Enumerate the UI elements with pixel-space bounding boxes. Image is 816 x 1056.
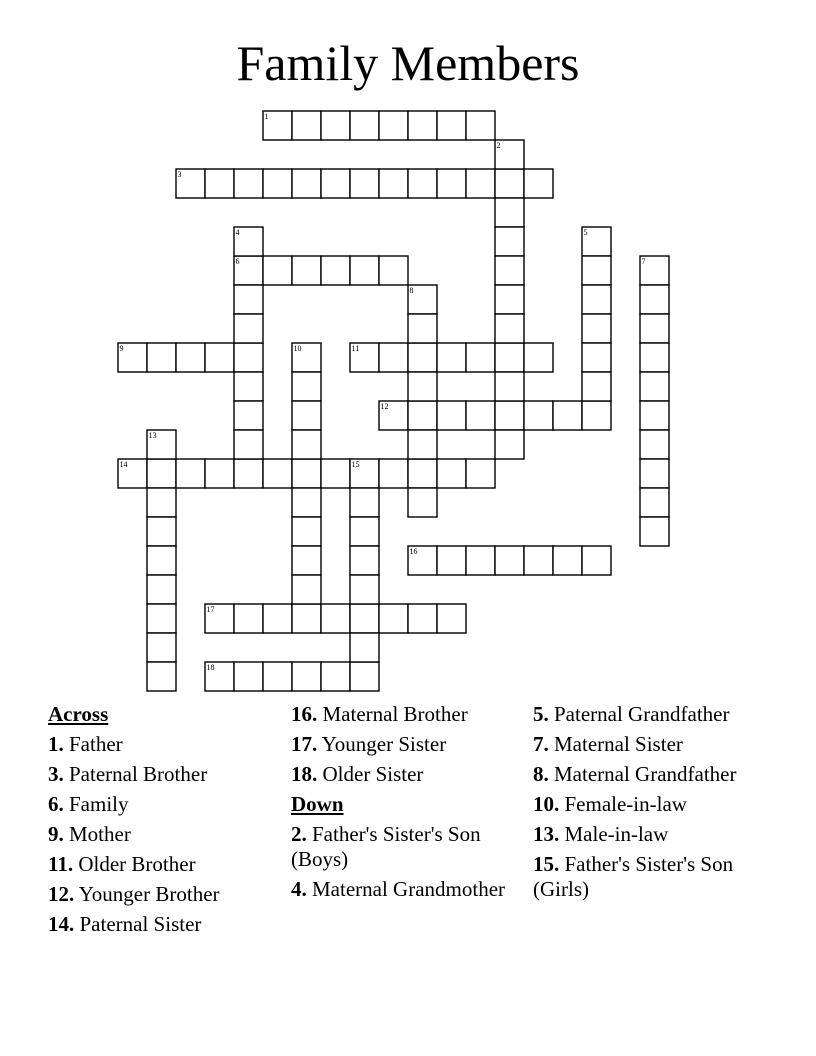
grid-cell[interactable] <box>205 459 234 488</box>
grid-cell[interactable] <box>292 372 321 401</box>
clue-number-15: 15 <box>351 460 360 469</box>
grid-cell[interactable] <box>640 343 669 372</box>
clue-number-18: 18 <box>206 663 215 672</box>
grid-cell[interactable] <box>553 546 582 575</box>
grid-cell[interactable] <box>350 111 379 140</box>
grid-cell[interactable] <box>292 169 321 198</box>
clue-number-10: 10 <box>293 344 302 353</box>
clue-number-4: 4 <box>235 228 240 237</box>
clue-list <box>0 702 816 1032</box>
grid-cell[interactable] <box>379 459 408 488</box>
grid-cell[interactable] <box>466 546 495 575</box>
grid-cell[interactable] <box>176 459 205 488</box>
grid-cell[interactable] <box>292 546 321 575</box>
clue-down-4: 4. Maternal Grandmother <box>291 877 506 901</box>
grid-cell[interactable] <box>466 343 495 372</box>
clue-number-2: 2 <box>496 141 501 150</box>
down-heading: Down <box>291 792 344 816</box>
grid-cell[interactable] <box>147 604 176 633</box>
grid-cell[interactable] <box>321 111 350 140</box>
clue-across-1: 1. Father <box>48 732 123 756</box>
grid-cell[interactable] <box>292 430 321 459</box>
clue-down-10: 10. Female-in-law <box>533 792 687 816</box>
grid-cell[interactable] <box>147 662 176 691</box>
grid-cell[interactable] <box>379 343 408 372</box>
clue-number-6: 6 <box>235 257 240 266</box>
grid-cell[interactable] <box>234 662 263 691</box>
grid-cell[interactable] <box>205 169 234 198</box>
grid-cell[interactable] <box>582 343 611 372</box>
grid-cell[interactable] <box>495 430 524 459</box>
grid-cell[interactable] <box>292 488 321 517</box>
clue-number-11: 11 <box>351 344 360 353</box>
grid-cell[interactable] <box>640 459 669 488</box>
grid-cell[interactable] <box>263 662 292 691</box>
grid-cell[interactable] <box>437 343 466 372</box>
grid-cell[interactable] <box>350 546 379 575</box>
clue-across-3: 3. Paternal Brother <box>48 762 208 786</box>
grid-cell[interactable] <box>234 169 263 198</box>
grid-cell[interactable] <box>147 546 176 575</box>
grid-cell[interactable] <box>495 256 524 285</box>
grid-cell[interactable] <box>292 604 321 633</box>
grid-cell[interactable] <box>147 633 176 662</box>
grid-cell[interactable] <box>147 517 176 546</box>
grid-cell[interactable] <box>263 256 292 285</box>
grid-cell[interactable] <box>524 169 553 198</box>
grid-cell[interactable] <box>379 256 408 285</box>
clue-down-7: 7. Maternal Sister <box>533 732 683 756</box>
clue-number-8: 8 <box>409 286 414 295</box>
grid-cell[interactable] <box>350 488 379 517</box>
clue-across-14: 14. Paternal Sister <box>48 912 202 936</box>
grid-cell[interactable] <box>408 430 437 459</box>
grid-cell[interactable] <box>495 198 524 227</box>
grid-cell[interactable] <box>147 343 176 372</box>
grid-cell[interactable] <box>234 372 263 401</box>
grid-cell[interactable] <box>466 459 495 488</box>
grid-cell[interactable] <box>205 343 234 372</box>
clue-column-3 <box>533 702 769 907</box>
grid-cell[interactable] <box>321 459 350 488</box>
grid-cell[interactable] <box>408 604 437 633</box>
clue-number-14: 14 <box>119 460 128 469</box>
clue-number-17: 17 <box>206 605 215 614</box>
clue-number-3: 3 <box>177 170 182 179</box>
grid-cell[interactable] <box>495 372 524 401</box>
grid-cell[interactable] <box>437 401 466 430</box>
grid-cell[interactable] <box>582 401 611 430</box>
grid-cell[interactable] <box>176 343 205 372</box>
grid-cell[interactable] <box>147 459 176 488</box>
grid-cell[interactable] <box>321 604 350 633</box>
grid-cell[interactable] <box>495 343 524 372</box>
grid-cell[interactable] <box>350 517 379 546</box>
grid-cell[interactable] <box>321 169 350 198</box>
clue-across-17: 17. Younger Sister <box>291 732 447 756</box>
clue-down-15: 15. Father's Sister's Son (Girls) <box>533 852 734 901</box>
grid-cell[interactable] <box>495 314 524 343</box>
grid-cell[interactable] <box>263 169 292 198</box>
grid-cell[interactable] <box>147 488 176 517</box>
grid-cell[interactable] <box>495 169 524 198</box>
grid-cell[interactable] <box>263 604 292 633</box>
clue-number-1: 1 <box>264 112 269 121</box>
grid-cell[interactable] <box>263 459 292 488</box>
grid-cell[interactable] <box>408 111 437 140</box>
grid-cell[interactable] <box>350 256 379 285</box>
grid-cell[interactable] <box>582 372 611 401</box>
grid-cell[interactable] <box>466 401 495 430</box>
grid-cell[interactable] <box>292 401 321 430</box>
grid-cell[interactable] <box>379 169 408 198</box>
grid-cell[interactable] <box>582 546 611 575</box>
grid-cell[interactable] <box>408 372 437 401</box>
clue-across-11: 11. Older Brother <box>48 852 196 876</box>
grid-cell[interactable] <box>466 169 495 198</box>
clue-number-13: 13 <box>148 431 157 440</box>
grid-cell[interactable] <box>234 401 263 430</box>
grid-cell[interactable] <box>495 285 524 314</box>
clue-across-16: 16. Maternal Brother <box>291 702 468 726</box>
grid-cell[interactable] <box>640 517 669 546</box>
grid-cell[interactable] <box>640 488 669 517</box>
grid-cell[interactable] <box>495 227 524 256</box>
grid-cell[interactable] <box>408 401 437 430</box>
grid-cell[interactable] <box>437 546 466 575</box>
grid-cell[interactable] <box>408 459 437 488</box>
grid-cell[interactable] <box>292 256 321 285</box>
clue-down-5: 5. Paternal Grandfather <box>533 702 730 726</box>
grid-cell[interactable] <box>350 169 379 198</box>
grid-cell[interactable] <box>640 285 669 314</box>
grid-cell[interactable] <box>437 604 466 633</box>
grid-cell[interactable] <box>495 401 524 430</box>
grid-cell[interactable] <box>466 111 495 140</box>
grid-cell[interactable] <box>437 459 466 488</box>
grid-cell[interactable] <box>408 343 437 372</box>
clue-number-12: 12 <box>380 402 389 411</box>
grid-cell[interactable] <box>350 633 379 662</box>
clue-down-13: 13. Male-in-law <box>533 822 669 846</box>
grid-cell[interactable] <box>640 372 669 401</box>
clue-across-9: 9. Mother <box>48 822 131 846</box>
grid-cell[interactable] <box>321 256 350 285</box>
grid-cell[interactable] <box>408 314 437 343</box>
grid-cell[interactable] <box>582 256 611 285</box>
clue-across-18: 18. Older Sister <box>291 762 424 786</box>
grid-cell[interactable] <box>379 604 408 633</box>
across-heading: Across <box>48 702 109 726</box>
grid-cell[interactable] <box>234 285 263 314</box>
grid-cell[interactable] <box>524 343 553 372</box>
grid-cell[interactable] <box>292 662 321 691</box>
grid-cell[interactable] <box>321 662 350 691</box>
clue-number-5: 5 <box>583 228 588 237</box>
grid-cell[interactable] <box>292 459 321 488</box>
grid-cell[interactable] <box>640 314 669 343</box>
clue-across-6: 6. Family <box>48 792 129 816</box>
grid-cell[interactable] <box>524 546 553 575</box>
grid-cell[interactable] <box>582 314 611 343</box>
grid-cell[interactable] <box>292 575 321 604</box>
clue-number-16: 16 <box>409 547 418 556</box>
grid-cell[interactable] <box>379 111 408 140</box>
clue-across-12: 12. Younger Brother <box>48 882 220 906</box>
grid-cell[interactable] <box>234 430 263 459</box>
grid-cell[interactable] <box>408 488 437 517</box>
grid-cell[interactable] <box>640 401 669 430</box>
grid-cell[interactable] <box>640 430 669 459</box>
grid-cell[interactable] <box>234 314 263 343</box>
clue-column-2 <box>291 702 527 907</box>
grid-cell[interactable] <box>553 401 582 430</box>
grid-cell[interactable] <box>147 575 176 604</box>
clue-number-7: 7 <box>641 257 646 266</box>
grid-cell[interactable] <box>350 604 379 633</box>
clue-down-2: 2. Father's Sister's Son (Boys) <box>291 822 481 871</box>
grid-cell[interactable] <box>582 285 611 314</box>
clue-down-8: 8. Maternal Grandfather <box>533 762 737 786</box>
page-title: Family Members <box>236 35 580 91</box>
grid-cell[interactable] <box>524 401 553 430</box>
clue-number-9: 9 <box>119 344 124 353</box>
grid-cell[interactable] <box>495 546 524 575</box>
grid-cell[interactable] <box>292 517 321 546</box>
clue-column-1 <box>48 702 284 942</box>
grid-cell[interactable] <box>408 169 437 198</box>
grid-cell[interactable] <box>292 111 321 140</box>
grid-cell[interactable] <box>350 575 379 604</box>
grid-cell[interactable] <box>437 169 466 198</box>
grid-cell[interactable] <box>350 662 379 691</box>
grid-cell[interactable] <box>234 459 263 488</box>
grid-cell[interactable] <box>437 111 466 140</box>
grid-cell[interactable] <box>234 343 263 372</box>
grid-cell[interactable] <box>234 604 263 633</box>
